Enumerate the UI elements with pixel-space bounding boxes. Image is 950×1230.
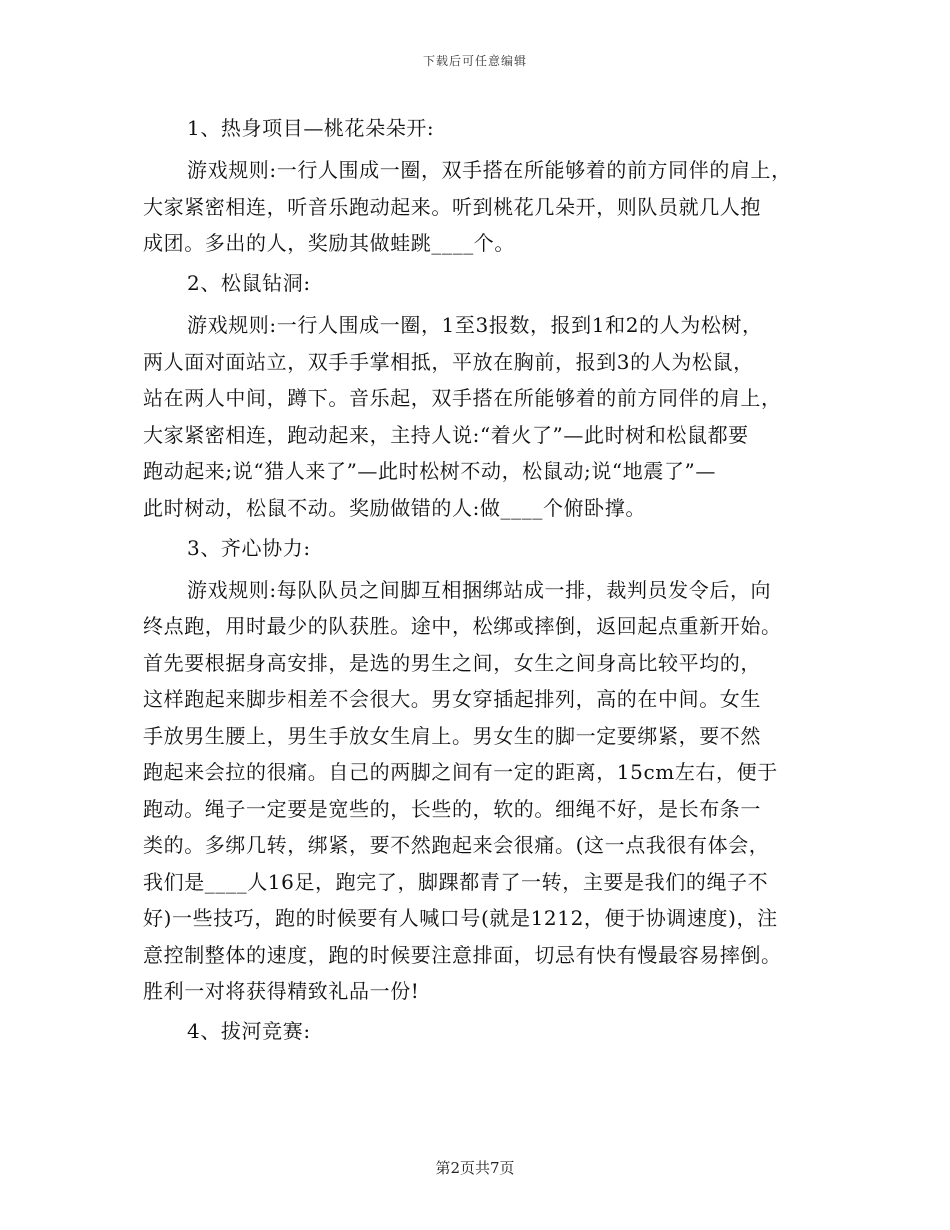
- paragraph-line: 跑起来会拉的很痛。自己的两脚之间有一定的距离，15cm左右，便于: [143, 760, 778, 784]
- paragraph-line: 游戏规则:一行人围成一圈，1至3报数，报到1和2的人为松树，: [187, 313, 763, 337]
- paragraph-line: 站在两人中间，蹲下。音乐起，双手搭在所能够着的前方同伴的肩上，: [143, 386, 782, 410]
- paragraph-line: 好)一些技巧，跑的时候要有人喊口号(就是1212，便于协调速度)，注: [143, 906, 778, 930]
- paragraph-line: 两人面对面站立，双手手掌相抵，平放在胸前，报到3的人为松鼠，: [143, 349, 754, 374]
- paragraph-line: 终点跑，用时最少的队获胜。途中，松绑或摔倒，返回起点重新开始。: [143, 614, 782, 638]
- paragraph-line: 这样跑起来脚步相差不会很大。男女穿插起排列，高的在中间。女生: [143, 687, 761, 711]
- paragraph-line: 手放男生腰上，男生手放女生肩上。男女生的脚一定要绑紧，要不然: [143, 723, 761, 748]
- paragraph-line: 我们是____人16足，跑完了，脚踝都青了一转，主要是我们的绳子不: [143, 869, 769, 894]
- section-heading-3: 3、齐心协力:: [187, 535, 311, 560]
- paragraph-line: 游戏规则:一行人围成一圈，双手搭在所能够着的前方同伴的肩上，: [187, 158, 792, 182]
- section-heading-2: 2、松鼠钻洞:: [187, 271, 311, 295]
- section-heading-4: 4、拔河竞赛:: [187, 1019, 311, 1043]
- paragraph-line: 成团。多出的人，奖励其做蛙跳____个。: [143, 231, 515, 255]
- paragraph-line: 跑动起来;说“猎人来了”—此时松树不动，松鼠动;说“地震了”—: [143, 459, 716, 483]
- document-body: [143, 112, 811, 1057]
- page-header: 下载后可任意编辑: [422, 54, 527, 68]
- paragraph-line: 类的。多绑几转，绑紧，要不然跑起来会很痛。(这一点我很有体会，: [143, 833, 770, 857]
- paragraph-line: 此时树动，松鼠不动。奖励做错的人:做____个俯卧撑。: [143, 495, 646, 520]
- section-heading-1: 1、热身项目—桃花朵朵开:: [187, 116, 435, 140]
- page-footer: 第2页共7页: [435, 1159, 515, 1177]
- paragraph-line: 游戏规则:每队队员之间脚互相捆绑站成一排，裁判员发令后，向: [187, 577, 772, 602]
- paragraph-line: 大家紧密相连，跑动起来，主持人说:“着火了”—此时树和松鼠都要: [143, 422, 749, 447]
- paragraph-line: 首先要根据身高安排，是选的男生之间，女生之间身高比较平均的，: [143, 650, 761, 675]
- paragraph-line: 跑动。绳子一定要是宽些的，长些的，软的。细绳不好，是长布条一: [143, 796, 761, 821]
- paragraph-line: 胜利一对将获得精致礼品一份!: [143, 979, 420, 1003]
- paragraph-line: 意控制整体的速度，跑的时候要注意排面，切忌有快有慢最容易摔倒。: [143, 942, 782, 967]
- paragraph-line: 大家紧密相连，听音乐跑动起来。听到桃花几朵开，则队员就几人抱: [143, 194, 761, 219]
